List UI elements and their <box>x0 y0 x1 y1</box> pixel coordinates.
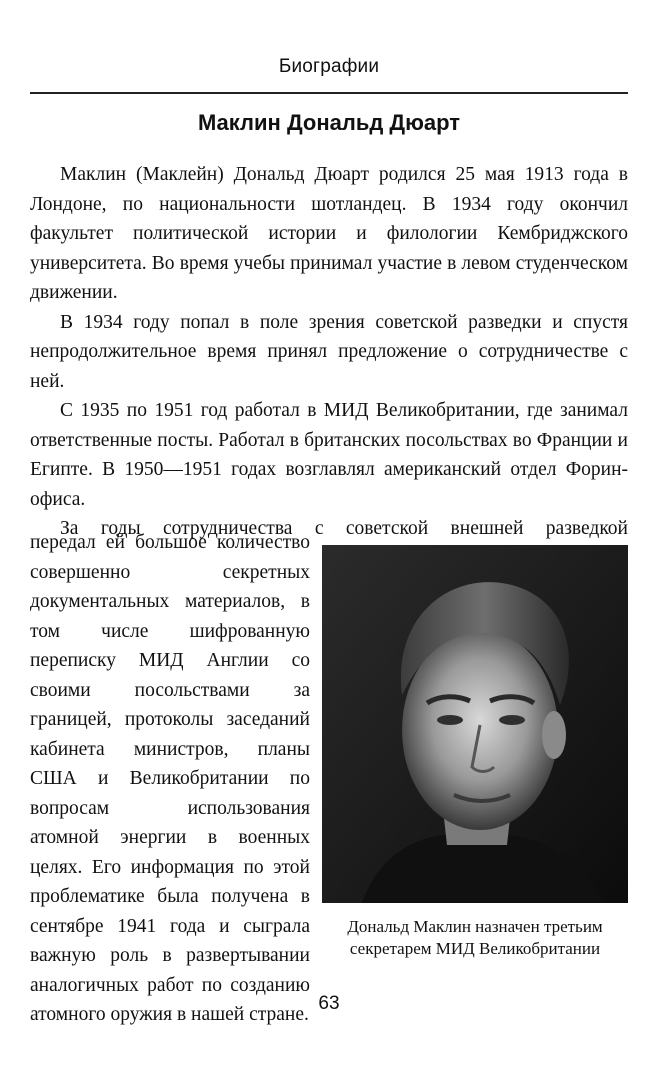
wrapped-paragraph-column <box>30 528 310 1030</box>
page-number: 63 <box>318 993 340 1014</box>
paragraph: Маклин (Маклейн) Дональд Дюарт родился 25 мая 1913 года в Лондоне, по национальности шотландец. В 1934 году окончил факультет политической истории и филологии Кембриджского университета. Во время учебы принимал участие в левом студенческом движении. <box>30 164 628 303</box>
paragraph: С 1935 по 1951 год работал в МИД Великобритании, где занимал ответственные посты. Работал в британских посольствах во Франции и Египте. В 1950—1951 годах возглавлял американский отдел Форин-офиса. <box>30 400 628 510</box>
article-body <box>30 160 628 544</box>
paragraph: передал ей большое количество совершенно секретных документальных материалов, в том числе шифрованную переписку МИД Англии со своими посольствами за границей, протоколы заседаний кабинета министров, планы США и Великобритании по вопросам использования атомной энергии в военных целях. Его информация по этой проблематике была получена в сентябре 1941 года и сыграла важную роль в развертывании аналогичных работ по созданию атомного оружия в нашей стране. <box>30 532 310 1025</box>
header-rule <box>30 92 628 94</box>
article-title: Маклин Дональд Дюарт <box>197 110 461 135</box>
portrait-image <box>322 545 628 903</box>
running-head: Биографии <box>278 56 380 77</box>
portrait-photo <box>322 545 628 903</box>
paragraph: За годы сотрудничества с советской внешней разведкой <box>60 518 628 539</box>
paragraph: В 1934 году попал в поле зрения советской разведки и спустя непродолжительное время принял предложение о сотрудничестве с ней. <box>30 311 628 392</box>
photo-caption: Дональд Маклин назначен третьим секретарем МИД Великобритании <box>347 917 603 958</box>
